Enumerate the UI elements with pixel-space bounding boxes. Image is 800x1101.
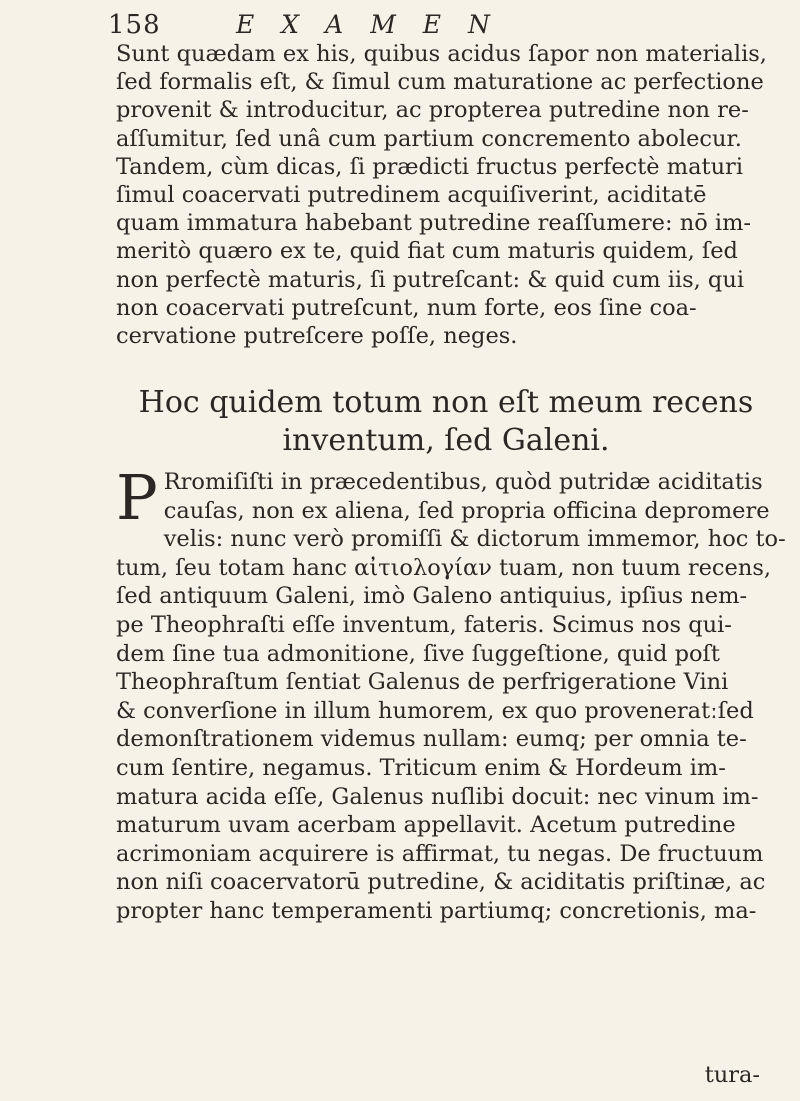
text-line: pe Theophraſti eſſe inventum, fateris. Scimus nos qui- [116,611,732,638]
text-line: non perfectè maturis, ſi putreſcant: & quid cum iis, qui [116,266,745,293]
text-line: ſimul coacervati putredinem acquiſiverint, aciditatē [116,182,707,209]
text-line: propter hanc temperamenti partiumq; concretionis, ma- [116,897,757,924]
running-head: EXAMEN [236,10,517,39]
text-line: quam immatura habebant putredine reaſſumere: nō im- [116,210,752,237]
text-line: demonſtrationem videmus nullam: eumq; per omnia te- [116,726,747,753]
paragraph-2 [116,461,786,926]
text-line: Sunt quædam ex his, quibus acidus ſapor non materialis, [116,41,767,67]
text-line: ſed antiquum Galeni, imò Galeno antiquius, ipſius nem- [116,583,748,610]
text-line: acrimoniam acquirere is affirmat, tu negas. De fructuum [116,840,764,867]
paragraph-1 [116,40,776,350]
text-line: Rromiſiſti in præcedentibus, quòd putridæ aciditatis [163,469,763,495]
text-line: matura acida eſſe, Galenus nuſlibi docuit: nec vinum im- [116,783,759,810]
heading-line: inventum, ſed Galeni. [282,423,610,458]
text-line: non niſi coacervatorū putredine, & aciditatis priſtinæ, ac [116,869,766,896]
section-heading [116,384,776,460]
text-line: meritò quæro ex te, quid fiat cum maturis quidem, ſed [116,238,738,265]
text-line: cum ſentire, negamus. Triticum enim & Hordeum im- [116,754,726,781]
text-line: cervatione putreſcere poſſe, neges. [116,323,518,350]
text-line: aſſumitur, ſed unâ cum partium concremento abolecur. [116,125,742,152]
catchword: tura- [704,1062,760,1088]
text-line: dem ſine tua admonitione, ſive ſuggeſtione, quid poſt [116,640,720,667]
text-line: cauſas, non ex aliena, ſed propria officina depromere [163,497,770,524]
text-line: Tandem, cùm dicas, ſi prædicti fructus perfectè maturi [116,153,744,180]
text-line: tum, ſeu totam hanc αἰτιολογίαν tuam, non tuum recens, [116,554,772,581]
text-line: & converſione in illum humorem, ex quo proveneratːſed [116,697,754,724]
text-line: maturum uvam acerbam appellavit. Acetum putredine [116,812,736,839]
text-line: non coacervati putreſcunt, num forte, eos ſine coa- [116,294,697,321]
text-line: Theophraſtum ſentiat Galenus de perfrigeratione Vini [116,669,729,696]
page-number: 158 [108,10,161,40]
text-line: provenit & introducitur, ac propterea putredine non re- [116,97,749,124]
drop-cap: P [116,461,158,534]
heading-line: Hoc quidem totum non eſt meum recens [138,385,754,420]
text-line: velis: nunc verò promiſſi & dictorum immemor, hoc to- [163,526,786,553]
text-line: ſed formalis eſt, & ſimul cum maturatione ac perfectione [116,69,764,96]
